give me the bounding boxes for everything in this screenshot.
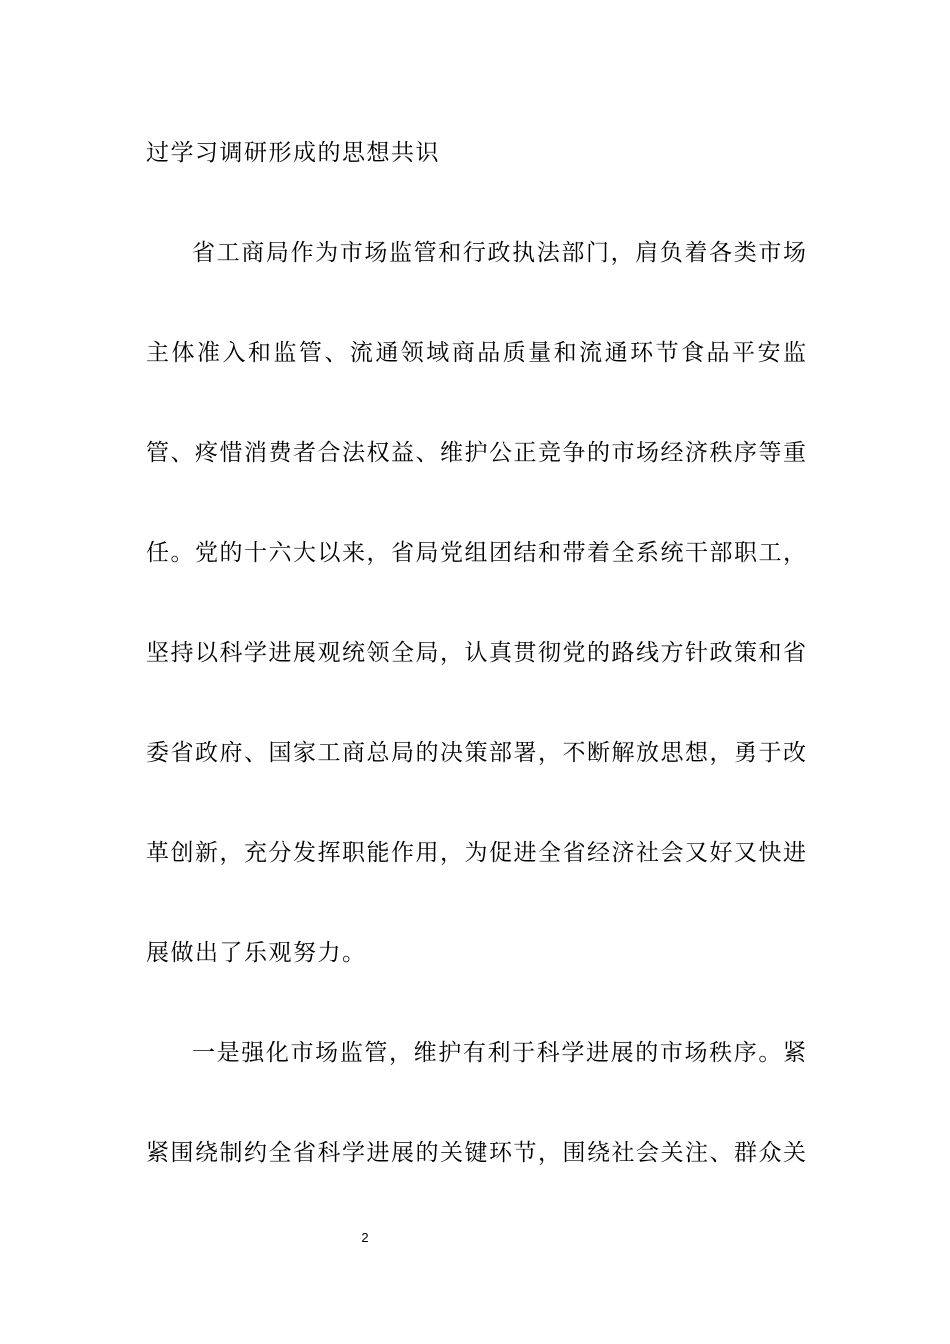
text-line: 紧围绕制约全省科学进展的关键环节，围绕社会关注、群众关: [146, 1140, 806, 1166]
text-line: 任。党的十六大以来，省局党组团结和带着全系统干部职工，: [146, 540, 806, 566]
text-line: 展做出了乐观努力。: [146, 940, 367, 966]
text-line: 革创新，充分发挥职能作用，为促进全省经济社会又好又快进: [146, 840, 806, 866]
text-line: 管、疼惜消费者合法权益、维护公正竞争的市场经济秩序等重: [146, 440, 806, 466]
page-number: 2: [361, 1230, 369, 1245]
text-line: 主体准入和监管、流通领域商品质量和流通环节食品平安监: [146, 340, 806, 366]
text-line: 省工商局作为市场监管和行政执法部门，肩负着各类市场: [192, 240, 806, 266]
text-line: 一是强化市场监管，维护有利于科学进展的市场秩序。紧: [192, 1040, 806, 1066]
text-line: 过学习调研形成的思想共识: [146, 140, 440, 166]
text-line: 委省政府、国家工商总局的决策部署，不断解放思想，勇于改: [146, 740, 806, 766]
text-line: 坚持以科学进展观统领全局，认真贯彻党的路线方针政策和省: [146, 640, 806, 666]
